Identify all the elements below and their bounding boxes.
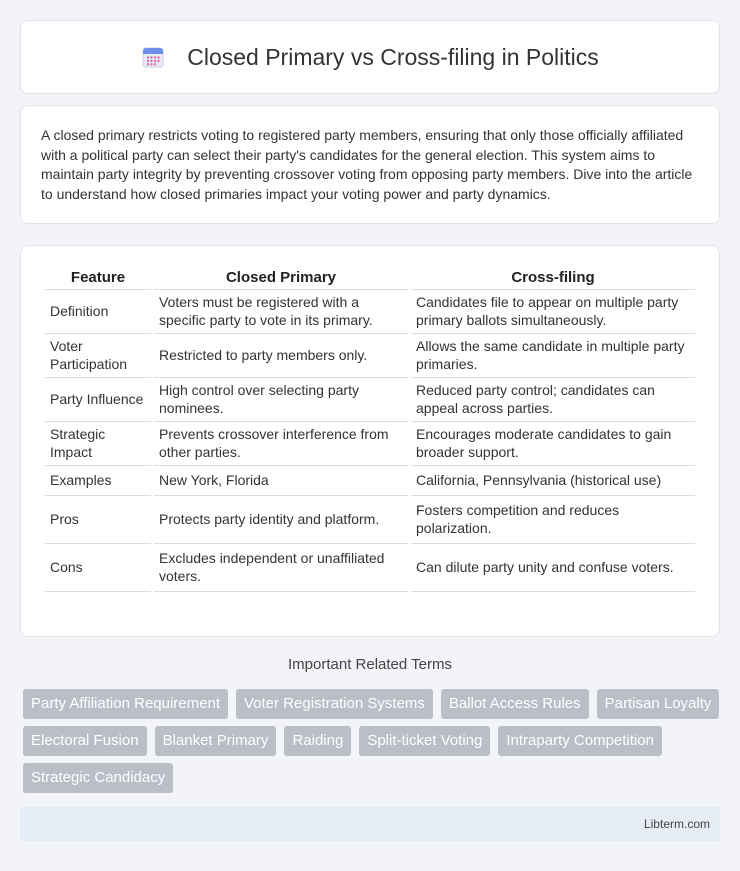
row-feature: Definition <box>45 290 151 334</box>
row-cross-filing: California, Pennsylvania (historical use) <box>411 466 695 496</box>
row-cross-filing: Encourages moderate candidates to gain broader support. <box>411 422 695 466</box>
related-terms-list <box>23 689 723 793</box>
term-tag[interactable]: Split-ticket Voting <box>359 726 490 756</box>
row-closed-primary: Voters must be registered with a specific party to vote in its primary. <box>154 290 408 334</box>
term-tag[interactable]: Intraparty Competition <box>498 726 662 756</box>
row-feature: Examples <box>45 466 151 496</box>
row-cross-filing: Allows the same candidate in multiple party primaries. <box>411 334 695 378</box>
table-row <box>45 422 695 466</box>
title-wrap <box>141 44 599 71</box>
table-row <box>45 378 695 422</box>
header-cross-filing: Cross-filing <box>411 266 695 290</box>
row-closed-primary: Restricted to party members only. <box>154 334 408 378</box>
row-cross-filing: Candidates file to appear on multiple party primary ballots simultaneously. <box>411 290 695 334</box>
table-row <box>45 496 695 544</box>
row-feature: Cons <box>45 544 151 592</box>
footer <box>20 807 720 841</box>
row-closed-primary: Prevents crossover interference from other parties. <box>154 422 408 466</box>
term-tag[interactable]: Partisan Loyalty <box>597 689 720 719</box>
table-row <box>45 544 695 592</box>
table-row <box>45 290 695 334</box>
intro-text: A closed primary restricts voting to registered party members, ensuring that only those officially affiliated with a political party can select their party's candidates for the general election. This system aims to maintain party integrity by preventing crossover voting from opposing party members. Dive into the article to understand how closed primaries impact your voting power and party dynamics. <box>41 127 693 202</box>
term-tag[interactable]: Raiding <box>284 726 351 756</box>
header-closed-primary: Closed Primary <box>154 266 408 290</box>
row-closed-primary: Protects party identity and platform. <box>154 496 408 544</box>
term-tag[interactable]: Voter Registration Systems <box>236 689 433 719</box>
row-feature: Pros <box>45 496 151 544</box>
footer-link[interactable]: Libterm.com <box>643 817 710 831</box>
row-closed-primary: New York, Florida <box>154 466 408 496</box>
comparison-table <box>42 266 698 592</box>
row-closed-primary: Excludes independent or unaffiliated voters. <box>154 544 408 592</box>
comparison-table-card <box>20 245 720 637</box>
header-card <box>20 20 720 94</box>
term-tag[interactable]: Party Affiliation Requirement <box>23 689 228 719</box>
term-tag[interactable]: Strategic Candidacy <box>23 763 173 793</box>
intro-card <box>20 105 720 224</box>
row-feature: Strategic Impact <box>45 422 151 466</box>
term-tag[interactable]: Electoral Fusion <box>23 726 147 756</box>
term-tag[interactable]: Ballot Access Rules <box>441 689 589 719</box>
row-feature: Voter Participation <box>45 334 151 378</box>
term-tag[interactable]: Blanket Primary <box>155 726 277 756</box>
row-cross-filing: Fosters competition and reduces polarization. <box>411 496 695 544</box>
row-feature: Party Influence <box>45 378 151 422</box>
row-cross-filing: Can dilute party unity and confuse voters. <box>411 544 695 592</box>
calendar-icon <box>141 45 165 69</box>
table-row <box>45 334 695 378</box>
table-header-row <box>45 266 695 290</box>
header-feature: Feature <box>45 266 151 290</box>
row-cross-filing: Reduced party control; candidates can appeal across parties. <box>411 378 695 422</box>
page-title: Closed Primary vs Cross-filing in Politics <box>187 43 599 70</box>
row-closed-primary: High control over selecting party nominees. <box>154 378 408 422</box>
related-terms-title: Important Related Terms <box>288 656 452 673</box>
table-row <box>45 466 695 496</box>
